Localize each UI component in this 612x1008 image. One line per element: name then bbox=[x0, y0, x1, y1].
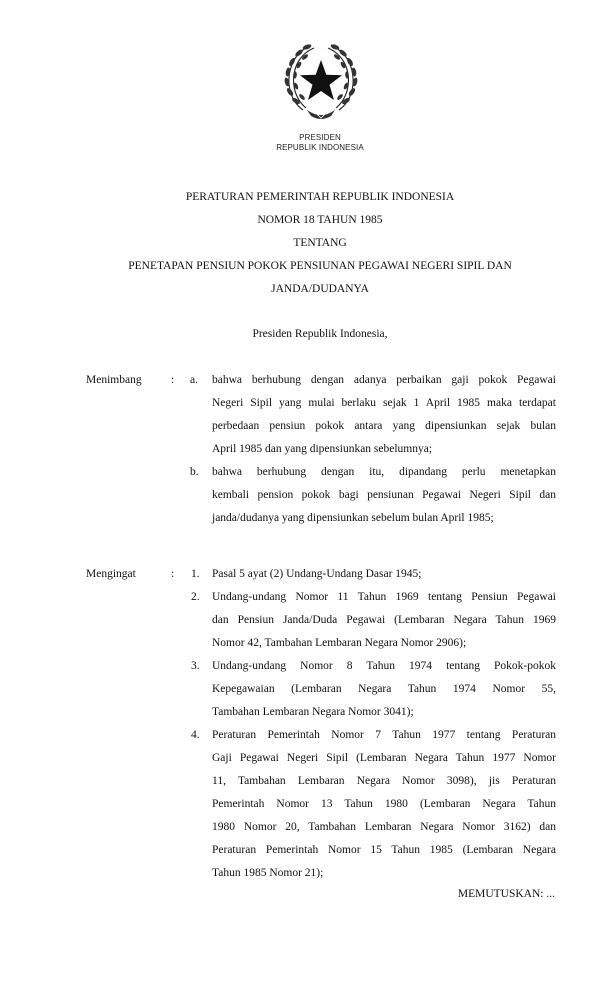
item-marker-b: b. bbox=[190, 466, 199, 478]
emblem-caption-republic: REPUBLIK INDONESIA bbox=[276, 143, 364, 152]
item-a-line: April 1985 dan yang dipensiunkan sebelumnya; bbox=[212, 443, 433, 455]
item-b-line: kembali pension pokok bagi pensiunan Pegawai Negeri Sipil dan bbox=[212, 489, 556, 501]
item-2-line: dan Pensiun Janda/Duda Pegawai (Lembaran Negara Tahun 1969 bbox=[212, 614, 556, 626]
item-b-line: bahwa berhubung dengan itu, dipandang perlu menetapkan bbox=[212, 466, 556, 478]
item-4-line: Peraturan Pemerintah Nomor 15 Tahun 1985 (Lembaran Negara bbox=[212, 844, 556, 856]
item-3-line: Undang-undang Nomor 8 Tahun 1974 tentang Pokok-pokok bbox=[212, 660, 556, 672]
presidential-emblem-icon bbox=[281, 40, 361, 122]
section-colon: : bbox=[171, 568, 175, 580]
regulation-subject-line2: JANDA/DUDANYA bbox=[271, 283, 369, 295]
regulation-title: PERATURAN PEMERINTAH REPUBLIK INDONESIA bbox=[185, 191, 455, 203]
item-a-line: bahwa berhubung dengan adanya perbaikan gaji pokok Pegawai bbox=[212, 374, 556, 386]
item-4-line: 11, Tambahan Lembaran Negara Nomor 3098), jis Peraturan bbox=[212, 775, 556, 787]
item-b-line: janda/dudanya yang dipensiunkan sebelum bulan April 1985; bbox=[212, 512, 494, 524]
item-4-line: Gaji Pegawai Negeri Sipil (Lembaran Negara Tahun 1977 Nomor bbox=[212, 752, 556, 764]
item-3-line: Kepegawaian (Lembaran Negara Tahun 1974 Nomor 55, bbox=[212, 683, 556, 695]
item-2-line: Undang-undang Nomor 11 Tahun 1969 tentang Pensiun Pegawai bbox=[212, 591, 556, 603]
item-1-line: Pasal 5 ayat (2) Undang-Undang Dasar 1945; bbox=[212, 568, 422, 580]
item-marker-a: a. bbox=[190, 374, 198, 386]
emblem-caption-president: PRESIDEN bbox=[299, 133, 341, 142]
continuation-marker: MEMUTUSKAN: ... bbox=[457, 888, 555, 900]
item-marker-4: 4. bbox=[191, 729, 200, 741]
item-a-line: Negeri Sipil yang mulai berlaku sejak 1 April 1985 maka terdapat bbox=[212, 397, 556, 409]
preamble: Presiden Republik Indonesia, bbox=[252, 328, 388, 340]
item-4-line: Pemerintah Nomor 13 Tahun 1980 (Lembaran Negara Tahun bbox=[212, 798, 556, 810]
section-colon: : bbox=[171, 374, 175, 386]
regulation-number: NOMOR 18 TAHUN 1985 bbox=[257, 214, 383, 226]
regulation-about-label: TENTANG bbox=[293, 237, 347, 249]
item-4-line: Peraturan Pemerintah Nomor 7 Tahun 1977 tentang Peraturan bbox=[212, 729, 556, 741]
item-marker-3: 3. bbox=[191, 660, 200, 672]
regulation-subject-line1: PENETAPAN PENSIUN POKOK PENSIUNAN PEGAWAI NEGERI SIPIL DAN bbox=[128, 260, 512, 272]
item-4-line: Tahun 1985 Nomor 21); bbox=[212, 867, 324, 879]
section-label-mengingat: Mengingat bbox=[86, 568, 136, 580]
item-marker-1: 1. bbox=[191, 568, 200, 580]
item-a-line: perbedaan pensiun pokok antara yang dipensiunkan sejak bulan bbox=[212, 420, 556, 432]
item-3-line: Tambahan Lembaran Negara Nomor 3041); bbox=[212, 706, 414, 718]
item-marker-2: 2. bbox=[191, 591, 200, 603]
item-4-line: 1980 Nomor 20, Tambahan Lembaran Negara Nomor 3162) dan bbox=[212, 821, 556, 833]
item-2-line: Nomor 42, Tambahan Lembaran Negara Nomor 2906); bbox=[212, 637, 467, 649]
section-label-menimbang: Menimbang bbox=[86, 374, 142, 386]
